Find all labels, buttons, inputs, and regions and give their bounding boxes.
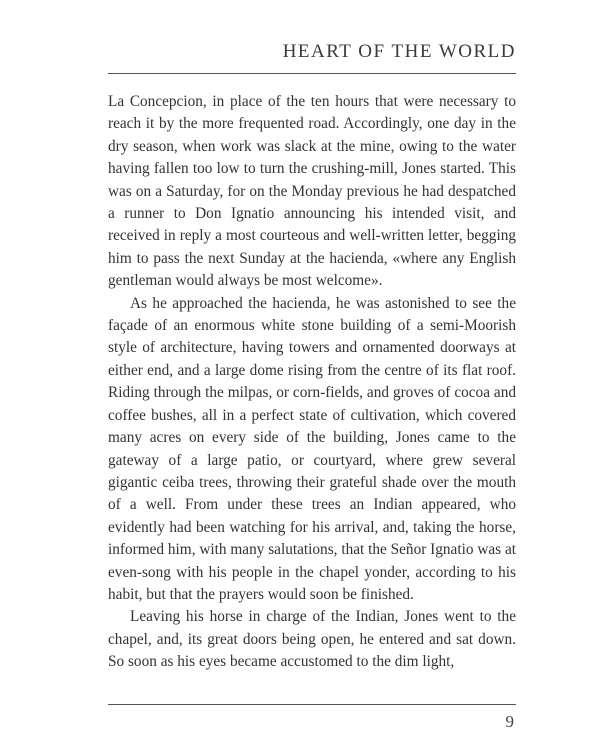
page-number: 9: [505, 712, 514, 731]
body-text: [108, 91, 516, 674]
footer-rule: [108, 704, 516, 705]
paragraph-3: Leaving his horse in charge of the Indian, Jones went to the chapel, and, its great doors being open, he entered and sat down. So soon as his eyes became accustomed to the dim light,: [108, 608, 516, 671]
header-rule: [108, 73, 516, 74]
running-head-title: HEART OF THE WORLD: [282, 41, 516, 62]
paragraph-1: La Concepcion, in place of the ten hours that were necessary to reach it by the more frequented road. Accordingly, one day in the dry season, when work was slack at the mine, owing to the water having fallen too low to turn the crushing-mill, Jones started. This was on a Saturday, for on the Monday previous he had despatched a runner to Don Ignatio announcing his intended visit, and received in reply a most courteous and well-written letter, begging him to pass the next Sunday at the hacienda, «where any English gentleman would always be most welcome».: [108, 93, 516, 290]
paragraph-2: As he approached the hacienda, he was astonished to see the façade of an enormous white stone building of a semi-Moorish style of architecture, having towers and ornamented doorways at either end, and a large dome rising from the centre of its flat roof. Riding through the milpas, or corn-fields, and groves of cocoa and coffee bushes, all in a perfect state of cultivation, which covered many acres on every side of the building, Jones came to the gateway of a large patio, or courtyard, where grew several gigantic ceiba trees, throwing their grateful shade over the mouth of a well. From under these trees an Indian appeared, who evidently had been watching for his arrival, and, taking the horse, informed him, with many salutations, that the Señor Ignatio was at even-song with his people in the chapel yonder, according to his habit, but that the prayers would soon be finished.: [108, 294, 516, 603]
